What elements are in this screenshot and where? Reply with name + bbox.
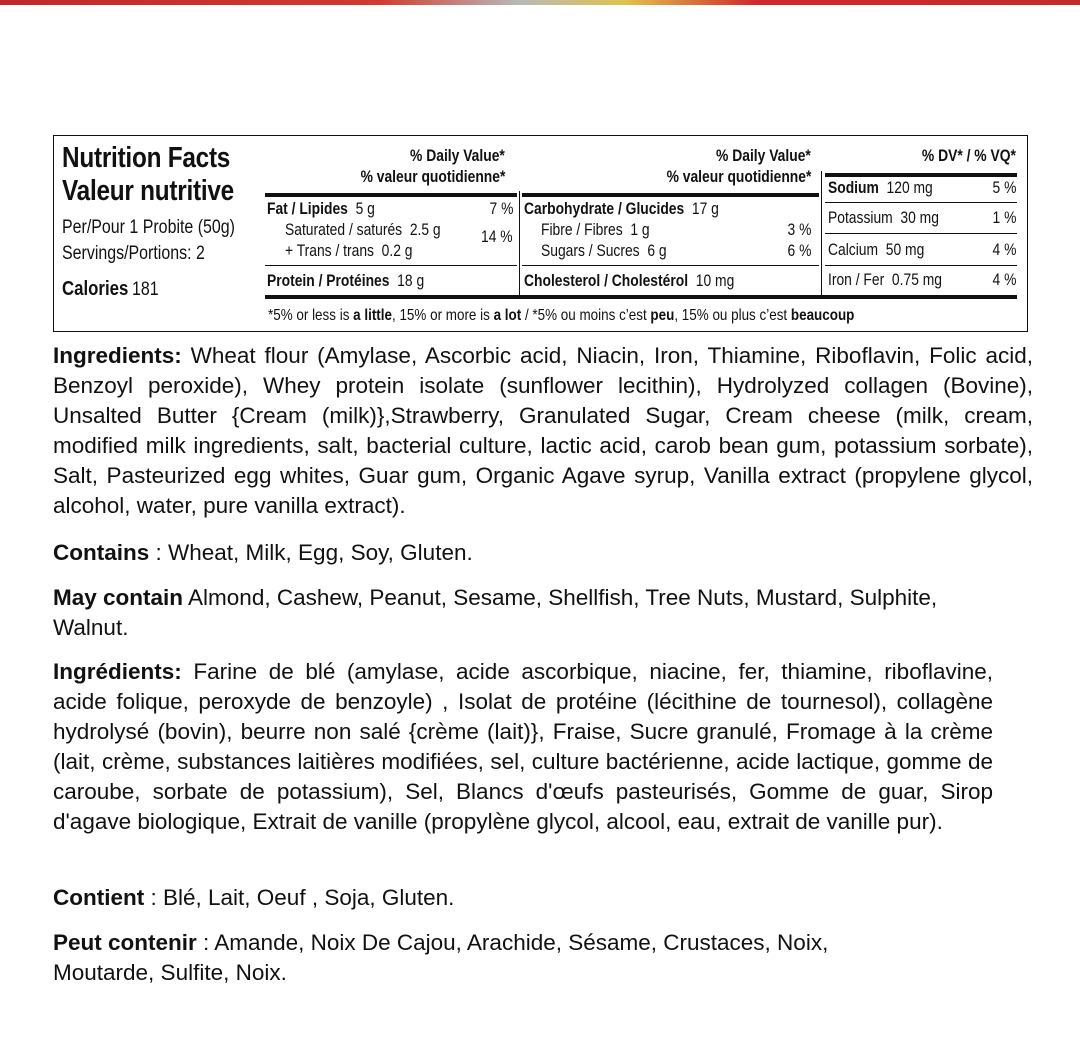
sat-trans-dv: 14 % xyxy=(481,228,513,246)
bottom-thick-rule xyxy=(265,295,1017,299)
peut-contenir-label: Peut contenir xyxy=(53,930,197,955)
protein-row: Protein / Protéines 18 g xyxy=(267,272,425,290)
thin-rule-col1 xyxy=(265,265,517,266)
thin-rule-col3-a xyxy=(825,202,1017,203)
sodium-dv: 5 % xyxy=(992,179,1016,197)
thin-rule-col2 xyxy=(522,265,819,266)
saturated-row: Saturated / saturés 2.5 g xyxy=(285,221,441,239)
sugars-row: Sugars / Sucres 6 g xyxy=(541,242,667,260)
sodium-row: Sodium 120 mg xyxy=(828,179,933,197)
package-edge-strip xyxy=(0,0,1080,5)
contains-label: Contains xyxy=(53,540,150,565)
calories-value: 181 xyxy=(132,279,159,300)
calories-row xyxy=(62,278,177,301)
nutrition-facts-table xyxy=(53,135,1028,332)
thin-rule-col3-b xyxy=(825,233,1017,234)
potassium-row: Potassium 30 mg xyxy=(828,209,939,227)
thick-rule-col1 xyxy=(265,193,517,197)
thick-rule-col3 xyxy=(825,173,1017,177)
fibre-row: Fibre / Fibres 1 g xyxy=(541,221,650,239)
calories-label: Calories xyxy=(62,278,129,300)
thick-rule-col2 xyxy=(522,193,819,197)
cholesterol-row: Cholesterol / Cholestérol 10 mg xyxy=(524,272,735,290)
ingredients-fr-label: Ingrédients: xyxy=(53,659,182,684)
calcium-row: Calcium 50 mg xyxy=(828,241,925,259)
sugars-dv: 6 % xyxy=(787,242,811,260)
nutrition-title-fr: Valeur nutritive xyxy=(62,175,234,207)
dv-header-fr-col2: % valeur quotidienne* xyxy=(666,168,811,186)
dv-header-fr-col1: % valeur quotidienne* xyxy=(360,168,505,186)
serving-size: Per/Pour 1 Probite (50g) xyxy=(62,217,236,238)
carbohydrate-row: Carbohydrate / Glucides 17 g xyxy=(524,200,719,218)
dv-footnote: *5% or less is a little, 15% or more is a lot / *5% ou moins c’est peu, 15% ou plus c’est beaucoup xyxy=(268,307,855,324)
iron-dv: 4 % xyxy=(992,271,1016,289)
column-separator-1 xyxy=(519,191,520,295)
iron-row: Iron / Fer 0.75 mg xyxy=(828,271,943,289)
ingredients-en-label: Ingredients: xyxy=(53,343,182,368)
peut-contenir-paragraph xyxy=(53,928,933,988)
may-contain-label: May contain xyxy=(53,585,184,610)
fat-row: Fat / Lipides 5 g xyxy=(267,200,375,218)
may-contain-paragraph xyxy=(53,583,953,643)
dv-header-col3: % DV* / % VQ* xyxy=(922,147,1016,165)
ingredients-en-text: Wheat flour (Amylase, Ascorbic acid, Niacin, Iron, Thiamine, Riboflavin, Folic acid, Benzoyl peroxide), Whey protein isolate (sunflower lecithin), Hydrolyzed collagen (Bovine), Unsalted Butter {Cream (milk)},Strawberry, Granulated Sugar, Cream cheese (milk, cream, modified milk ingredients, salt, bacterial culture, lactic acid, carob bean gum, potassium sorbate), Salt, Pasteurized egg whites, Guar gum, Organic Agave syrup, Vanilla extract (propylene glycol, alcohol, water, pure vanilla extract). xyxy=(53,343,1033,518)
ingredients-fr-paragraph xyxy=(53,657,993,837)
fat-dv: 7 % xyxy=(489,200,513,218)
calcium-dv: 4 % xyxy=(992,241,1016,259)
potassium-dv: 1 % xyxy=(992,209,1016,227)
ingredients-fr-text: Farine de blé (amylase, acide ascorbique, niacine, fer, thiamine, riboflavine, acide folique, peroxyde de benzoyle) , Isolat de protéine (lécithine de tournesol), collagène hydrolysé (bovin), beurre non salé {crème (lait)}, Fraise, Sucre granulé, Fromage à la crème (lait, crème, substances laitières modifiées, sel, culture bactérienne, acide lactique, gomme de caroube, sorbate de potassium), Sel, Blancs d'œufs pasteurisés, Gomme de guar, Sirop d'agave biologique, Extrait de vanille (propylène glycol, alcool, eau, extrait de vanille pur). xyxy=(53,659,993,834)
contient-text: : Blé, Lait, Oeuf , Soja, Gluten. xyxy=(144,885,455,910)
servings-count: Servings/Portions: 2 xyxy=(62,243,205,264)
ingredients-en-paragraph xyxy=(53,341,1033,521)
dv-header-en-col2: % Daily Value* xyxy=(716,147,811,165)
nutrition-title-en: Nutrition Facts xyxy=(62,142,231,174)
contains-text: : Wheat, Milk, Egg, Soy, Gluten. xyxy=(149,540,473,565)
column-separator-2 xyxy=(821,171,822,295)
contains-paragraph xyxy=(53,538,1033,568)
may-contain-text: Almond, Cashew, Peanut, Sesame, Shellfish, Tree Nuts, Mustard, Sulphite, Walnut. xyxy=(53,585,938,640)
thin-rule-col3-c xyxy=(825,265,1017,266)
contient-label: Contient xyxy=(53,885,145,910)
dv-header-en-col1: % Daily Value* xyxy=(410,147,505,165)
contient-paragraph xyxy=(53,883,1033,913)
fibre-dv: 3 % xyxy=(787,221,811,239)
peut-contenir-text: : Amande, Noix De Cajou, Arachide, Sésame, Crustaces, Noix, Moutarde, Sulfite, Noix. xyxy=(53,930,829,985)
trans-row: + Trans / trans 0.2 g xyxy=(285,242,413,260)
